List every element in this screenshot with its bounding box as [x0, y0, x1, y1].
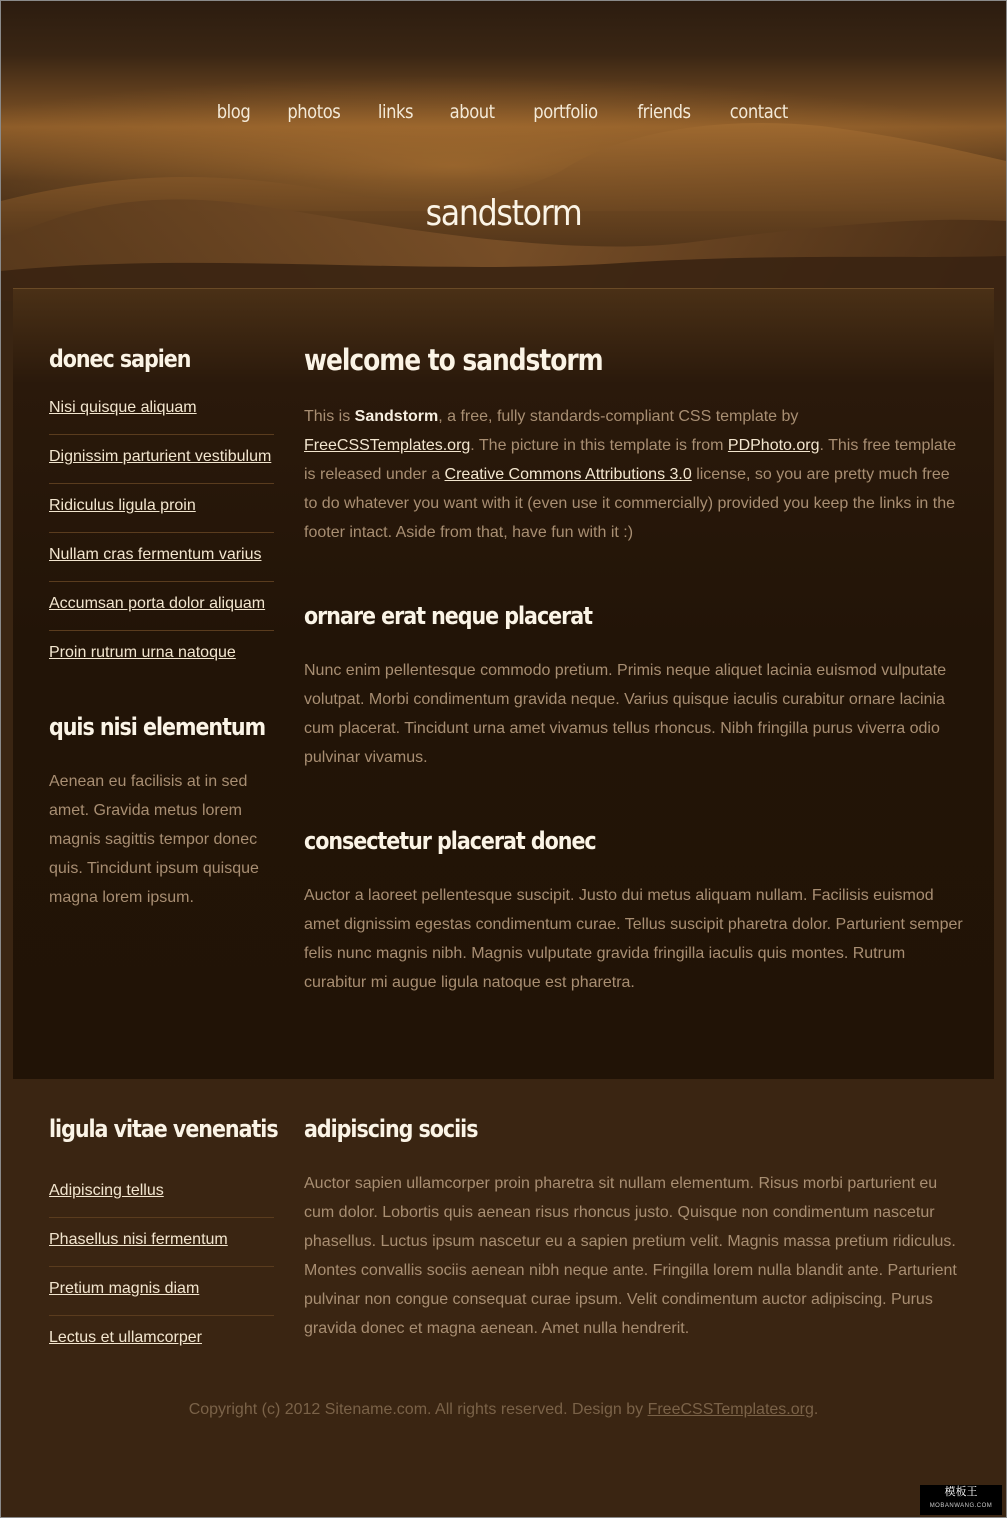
list-item: [49, 386, 274, 435]
creative-commons-link[interactable]: Creative Commons Attributions 3.0: [444, 466, 692, 483]
welcome-bold-name: Sandstorm: [354, 408, 439, 425]
nav-links[interactable]: links: [377, 101, 414, 123]
sidebar-link[interactable]: Proin rutrum urna natoque: [49, 644, 236, 661]
sidebar-link[interactable]: Nullam cras fermentum varius: [49, 546, 262, 563]
nav-friends[interactable]: friends: [637, 101, 691, 123]
list-item: [49, 533, 274, 582]
section-title-ornare: ornare erat neque placerat: [304, 602, 593, 630]
list-item: [49, 582, 274, 631]
watermark-main-text: 模板王: [944, 1486, 978, 1498]
header-banner: [1, 1, 1006, 301]
nav-photos[interactable]: photos: [287, 101, 341, 123]
footer-link[interactable]: Phasellus nisi fermentum: [49, 1231, 228, 1248]
nav-contact[interactable]: contact: [729, 101, 789, 123]
copyright-end: .: [813, 1401, 819, 1418]
pdphoto-link[interactable]: PDPhoto.org: [727, 437, 820, 454]
sidebar-title-donec: donec sapien: [49, 345, 191, 373]
main-content-panel: [13, 288, 994, 1080]
list-item: [49, 435, 274, 484]
sidebar-link[interactable]: Ridiculus ligula proin: [49, 497, 196, 514]
nav-portfolio[interactable]: portfolio: [533, 101, 598, 123]
nav-blog[interactable]: blog: [216, 101, 251, 123]
sidebar-link[interactable]: Nisi quisque aliquam: [49, 399, 197, 416]
section-text-ornare: Nunc enim pellentesque commodo pretium. Primis neque aliquet lacinia euismod vulputate volutpat. Morbi condimentum gravida neque. Varius quisque iaculis curabitur ornare lacinia cum placerat. Tincidunt urna amet vivamus tellus rhoncus. Nibh fringilla purus viverra odio pulvinar vivamus.: [304, 662, 947, 766]
footer-link[interactable]: Pretium magnis diam: [49, 1280, 200, 1297]
watermark-small-text: MOBANWANG.COM: [929, 1503, 993, 1509]
welcome-text-part: . The picture in this template is from: [470, 437, 728, 454]
sidebar-link[interactable]: Accumsan porta dolor aliquam: [49, 595, 266, 612]
footer-title-adipiscing: adipiscing sociis: [304, 1115, 478, 1143]
welcome-text-part: This is: [304, 408, 355, 425]
footer-link[interactable]: Adipiscing tellus: [49, 1182, 164, 1199]
welcome-text-part: . This free template is released under a: [304, 437, 957, 483]
welcome-title: welcome to sandstorm: [304, 343, 603, 377]
sidebar-text: Aenean eu facilisis at in sed amet. Gravida metus lorem magnis sagittis tempor donec quis. Tincidunt ipsum quisque magna lorem ipsum.: [49, 773, 259, 906]
copyright-footer: [1, 1401, 1006, 1419]
sidebar-title-quis: quis nisi elementum: [49, 713, 266, 741]
footer-link-list: [49, 1169, 274, 1365]
list-item: [49, 631, 274, 680]
list-item: [49, 1218, 274, 1267]
freecsstemplates-link[interactable]: FreeCSSTemplates.org: [304, 437, 471, 454]
welcome-text-part: , a free, fully standards-compliant CSS template by: [438, 408, 799, 425]
sidebar-link[interactable]: Dignissim parturient vestibulum: [49, 448, 272, 465]
footer-title-ligula: ligula vitae venenatis: [49, 1115, 278, 1143]
footer-text: Auctor sapien ullamcorper proin pharetra sit nullam elementum. Risus morbi parturient eu cum dolor. Lobortis quis aenean risus rhoncus justo. Quisque non condimentum nascetur phasellus. Luctus ipsum nascetur eu a sapien pretium velit. Magnis massa pretium ridiculus. Montes convallis sociis aenean nibh neque ante. Fringilla lorem nulla blandit ante. Parturient pulvinar non congue consequat curae ipsum. Velit condimentum auctor adipiscing. Purus gravida donec et magna aenean. Amet nulla hendrerit.: [304, 1175, 957, 1337]
list-item: [49, 484, 274, 533]
footer-link[interactable]: Lectus et ullamcorper: [49, 1329, 202, 1346]
welcome-text-part: license, so you are pretty much free to do whatever you want with it (even use it commercially) provided you keep the links in the footer intact. Aside from that, have fun with it :): [304, 466, 955, 541]
watermark-logo: [920, 1485, 1002, 1515]
list-item: [49, 1267, 274, 1316]
section-title-consectetur: consectetur placerat donec: [304, 827, 596, 855]
desert-dunes-image: [1, 1, 1006, 301]
footer-area: [1, 1079, 1006, 1517]
sidebar-link-list: [49, 386, 274, 680]
section-text-consectetur: Auctor a laoreet pellentesque suscipit. Justo dui metus aliquam nullam. Facilisis euismod amet dignissim egestas condimentum curae. Tellus suscipit pharetra dolor. Parturient semper felis nunc magnis nibh. Magnis vulputate gravida fringilla iaculis quis montes. Rutrum curabitur mi augue ligula natoque est pharetra.: [304, 887, 963, 991]
copyright-text: Copyright (c) 2012 Sitename.com. All rights reserved. Design by: [188, 1401, 648, 1418]
site-title[interactable]: sandstorm: [425, 193, 582, 234]
list-item: [49, 1169, 274, 1218]
list-item: [49, 1316, 274, 1365]
welcome-text: [304, 402, 964, 547]
copyright-design-link[interactable]: FreeCSSTemplates.org: [647, 1401, 814, 1418]
main-nav: [1, 101, 1006, 123]
nav-about[interactable]: about: [449, 101, 495, 123]
